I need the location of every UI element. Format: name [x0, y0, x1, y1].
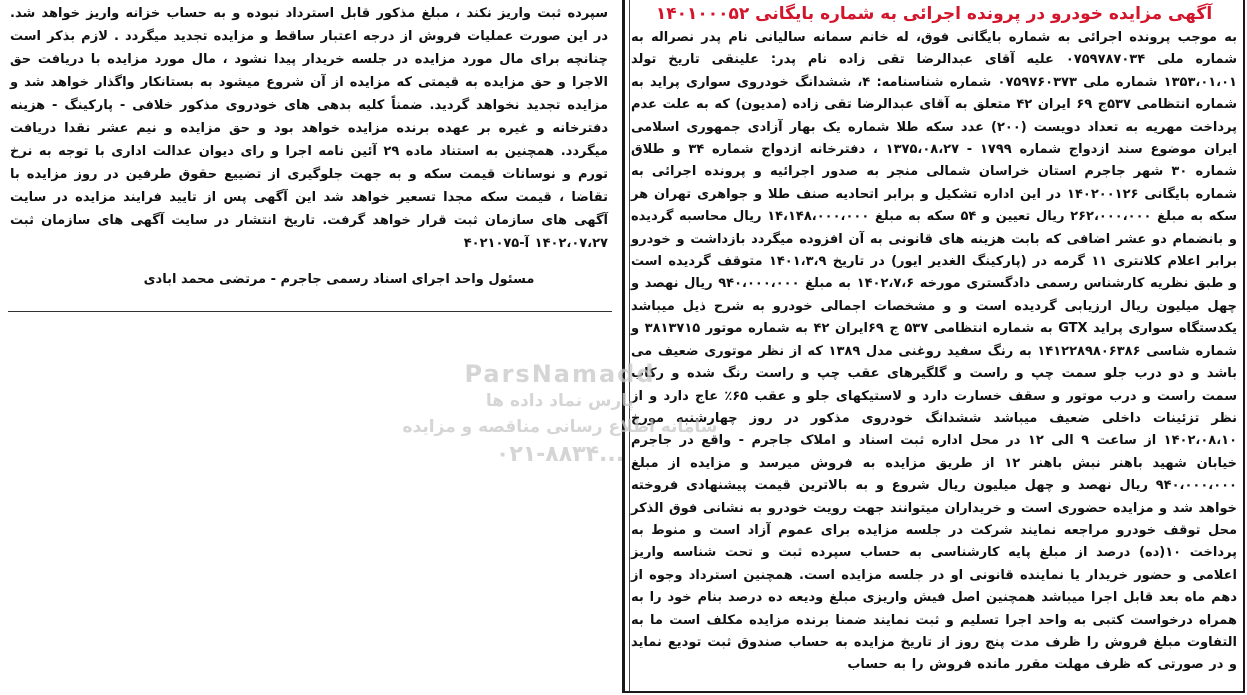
notice-main-column	[622, 0, 1245, 693]
notice-body-main: به موجب پرونده اجرائی به شماره بایگانی فوق، له خانم سمانه سالیانی نام پدر نصراله به شماره ملی ۰۷۵۹۷۸۷۰۳۴ علیه آقای عبدالرضا تقی زاده نام پدر: علینقی تاریخ تولد ۱۳۵۳،۰۱،۰۱ شماره ملی ۰۷۵۹۷۶۰۳۷۳ شماره شناسنامه: ۴، ششدانگ خودروی سواری پراید به شماره انتظامی ۵۳۷ج ۶۹ ایران ۴۲ متعلق به آقای عبدالرضا تقی زاده (مدیون) که به علت عدم پرداخت مهریه به تعداد دویست (۲۰۰) عدد سکه طلا شماره یک بهار آزادی جمهوری اسلامی ایران موضوع سند ازدواج شماره ۱۷۹۹ - ۱۳۷۵،۰۸،۲۷ ، دفترخانه ازدواج شماره ۳۴ و طلاق شماره ۳۰ شهر جاجرم استان خراسان شمالی منجر به صدور اجرائیه و پرونده اجرائی به شماره بایگانی ۱۴۰۲۰۰۱۲۶ در این اداره تشکیل و برابر اتحادیه صنف طلا و جواهری تهران هر سکه به مبلغ ۲۶۲،۰۰۰،۰۰۰ ریال تعیین و ۵۴ سکه به مبلغ ۱۴،۱۴۸،۰۰۰،۰۰۰ ریال محاسبه گردیده و بانضمام دو عشر اضافی که بابت هزینه های قانونی به آن افزوده میگردد بازداشت و خودرو برابر اعلام کلانتری ۱۱ گرمه در (پارکینگ الغدیر ایور) در تاریخ ۱۴۰۱،۳،۹ متوقف گردیده است و طبق نظریه کارشناس رسمی دادگستری مورخه ۱۴۰۲،۷،۶ به مبلغ ۹۴۰،۰۰۰،۰۰۰ ریال نهصد و چهل میلیون ریال ارزیابی گردیده است و و مشخصات اجمالی خودرو به شرح ذیل میباشد یکدستگاه سواری پراید GTX به شماره انتظامی ۵۳۷ ج ۶۹ایران ۴۲ به شماره موتور ۳۸۱۳۷۱۵ و شماره شاسی ۱۴۱۲۲۸۹۸۰۶۳۸۶ به رنگ سفید روغنی مدل ۱۳۸۹ که از نظر موتوری ضعیف می باشد و دو درب جلو سمت چپ و راست و گلگیرهای عقب چپ و راست رنگ شده و رکاب سمت راست و درب موتور و سقف خسارت دارد و لاستیکهای جلو و عقب ۶۵٪ عاج دارد و از نظر تزئینات داخلی ضعیف میباشد ششدانگ خودروی مذکور در روز چهارشنبه مورخ ۱۴۰۲،۰۸،۱۰ از ساعت ۹ الی ۱۲ در محل اداره ثبت اسناد و املاک جاجرم - واقع در جاجرم خیابان شهید باهنر نبش باهنر ۱۲ از طریق مزایده به فروش میرسد و مزایده از مبلغ ۹۴۰،۰۰۰،۰۰۰ ریال نهصد و چهل میلیون ریال شروع و به بالاترین قیمت پیشنهادی فروخته خواهد شد و مزایده حضوری است و خریداران میتوانند جهت رویت خودرو به نشانی فوق الذکر محل توقف خودرو مراجعه نمایند شرکت در جلسه مزایده برای عموم آزاد است و منوط به پرداخت ۱۰(ده) درصد از مبلغ پایه کارشناسی به حساب سپرده ثبت و تحت شناسه واریز اعلامی و حضور خریدار یا نماینده قانونی او در جلسه مزایده است. همچنین استرداد وجوه از دهم ماه بعد قابل اجرا میباشد همچنین اصل فیش واریزی مبلغ ودیعه ده درصد بنام خود را به همراه درخواست کتبی به واحد اجرا تسلیم و ثبت نمایند ضمنا برنده مزایده مکلف است ما به التفاوت مبلغ فروش را ظرف مدت پنج روز از تاریخ مزایده به حساب صندوق ثبت تودیع نماید و در صورتی که ظرف مهلت مقرر مانده فروش را به حساب	[631, 30, 1238, 673]
notice-continuation-column	[8, 0, 612, 312]
watermark-phone: ۰۲۱-۸۸۳۴...	[495, 442, 625, 467]
notice-body-continuation: سپرده ثبت واریز نکند ، مبلغ مذکور قابل استرداد نبوده و به حساب خزانه واریز خواهد شد. در این صورت عملیات فروش از درجه اعتبار ساقط و مزایده تجدید میگردد . لازم بذکر است چنانچه برای مال مورد مزایده در جلسه خریدار پیدا نشود ، مال مورد مزایده با دریافت حق الاجرا و حق مزایده به قیمتی که مزایده از آن شروع میشود به بستانکار واگذار خواهد شد و مزایده تجدید نخواهد گردید. ضمناً کلیه بدهی های خودروی مذکور خلافی - پارکینگ - هزینه دفترخانه و غیره بر عهده برنده مزایده خواهد بود و حق مزایده و نیم عشر نقدا دریافت میگردد. همچنین به استناد ماده ۲۹ آئین نامه اجرا و رای دیوان عدالت اداری با توجه به نرخ تورم و نوسانات قیمت سکه و به جهت جلوگیری از تضییع حقوق طرفین در روز مزایده با تقاضا ، قیمت سکه مجدا تسعیر خواهد شد این آگهی پس از تایید فرایند مزایده در سایت آگهی های سازمان ثبت قرار خواهد گرفت. تاریخ انتشار در سایت آگهی های سازمان ثبت ۱۴۰۲،۰۷،۲۷ آ-۴۰۲۱۰۷۵	[10, 6, 608, 251]
notice-title: آگهی مزایده خودرو در پرونده اجرائی به شماره بایگانی ۱۴۰۱۰۰۰۵۲	[655, 4, 1213, 24]
watermark-brand: ParsNamadd	[464, 360, 656, 388]
notice-signature: مسئول واحد اجرای اسناد رسمی جاجرم - مرتضی محمد ابادی	[143, 272, 535, 287]
watermark-line-2: سامانه اطلاع رسانی مناقصه و مزایده	[402, 417, 718, 437]
watermark-line-1: پارس نماد داده ها	[485, 391, 635, 411]
column-inner-rule	[629, 0, 630, 691]
